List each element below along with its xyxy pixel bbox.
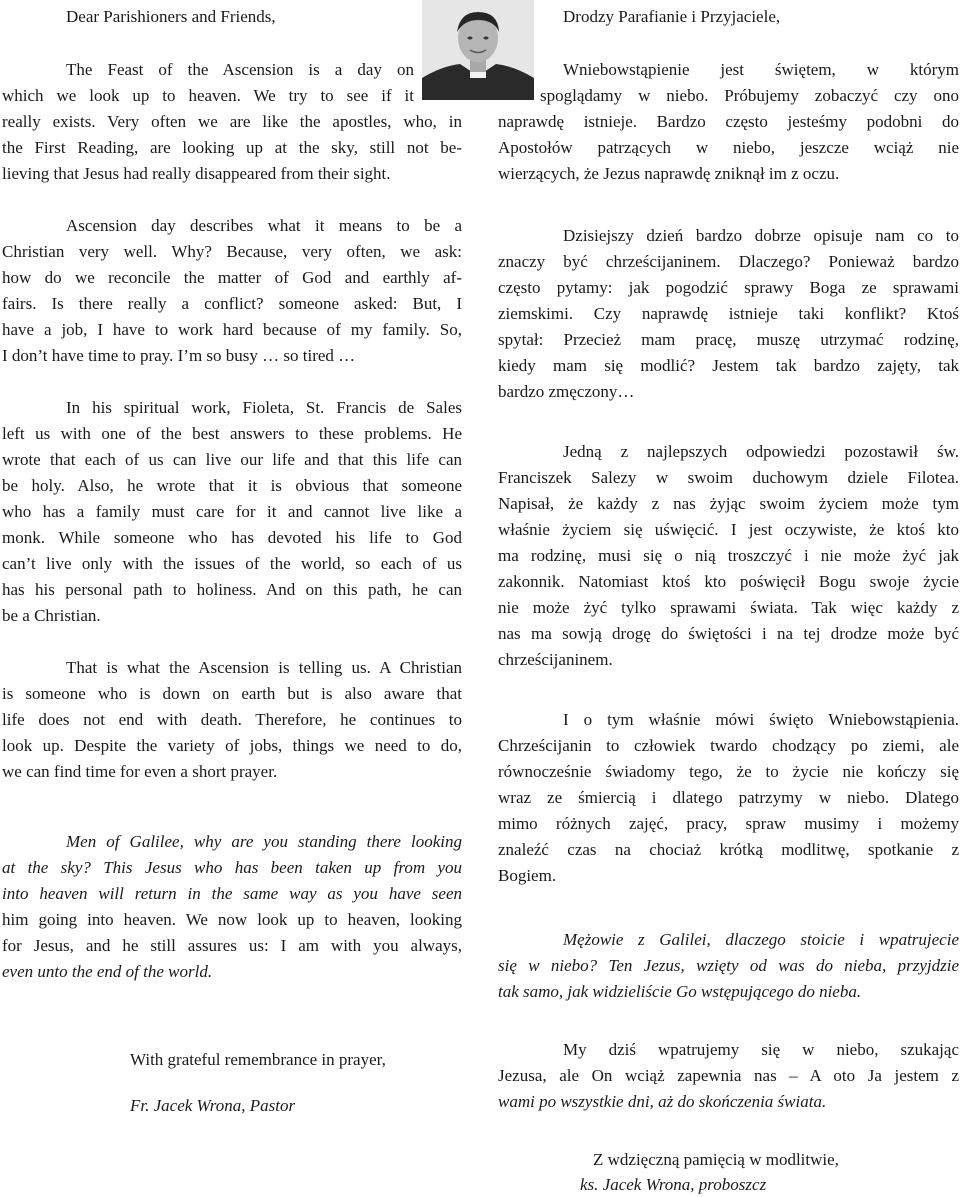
text-line: nie może żyć tylko sprawami świata. Tak więc każdy z [498,598,959,617]
text-line: ma rodzinę, musi się o nią troszczyć i nie może żyć jak [498,546,959,565]
text-line: mimo różnych zajęć, pracy, spraw musimy i możemy [498,814,959,833]
text-line: Dzisiejszy dzień bardzo dobrze opisuje nam co to [563,226,959,245]
text-line: równocześnie świadomy tego, że to życie nie kończy się [498,762,959,781]
text-line: how do we reconcile the matter of God and earthly af- [2,268,462,287]
text-line: nas ma sowją drogę do świętości i na tej drodze może być [498,624,959,643]
greeting: Drodzy Parafianie i Przyjaciele, [563,7,781,26]
text-line: have a job, I have to work hard because of my family. So, [2,320,462,339]
text-line: look up. Despite the variety of jobs, things we need to do, [2,736,462,755]
text-line: kiedy mam się modlić? Jestem tak bardzo zajęty, tak [498,356,959,375]
text-line: znaleźć czas na chociaż krótką modlitwę, spotkanie z [498,840,959,859]
text-line: wrote that each of us can live our life and that this life can [2,450,462,469]
text-line: lieving that Jesus had really disappeared from their sight. [2,164,391,183]
text-line: That is what the Ascension is telling us. A Christian [66,658,462,677]
text-line: Wniebowstąpienie jest świętem, w którym [563,60,959,79]
text-line: Jedną z najlepszych odpowiedzi pozostawił św. [563,442,959,461]
text-line: spoglądamy w niebo. Próbujemy zobaczyć czy ono [540,86,959,105]
signature: Fr. Jacek Wrona, Pastor [130,1096,296,1115]
text-line: Christian very well. Why? Because, very often, we ask: [2,242,462,261]
closing-line: With grateful remembrance in prayer, [130,1050,386,1069]
text-line: właśnie życiem się uświęcić. I jest oczywiste, że ktoś kto [498,520,959,539]
text-line: chrześcijaninem. [498,650,613,669]
text-line: can’t live only with the issues of the world, so each of us [2,554,462,573]
pastor-photo [422,0,534,100]
text-line: Franciszek Salezy w swoim duchowym dziele Filotea. [498,468,959,487]
pastor-portrait-image [422,0,534,100]
text-line: into heaven will return in the same way as you have seen [2,884,462,903]
text-line: be holy. Also, he wrote that it is obvious that someone [2,476,462,495]
text-line: Ascension day describes what it means to be a [66,216,462,235]
text-line: fairs. Is there really a conflict? someone asked: But, I [2,294,462,313]
text-line: The Feast of the Ascension is a day on [66,60,414,79]
text-line: him going into heaven. We now look up to heaven, looking [2,910,462,929]
greeting: Dear Parishioners and Friends, [66,7,276,26]
text-line: life does not end with death. Therefore, he continues to [2,710,462,729]
text-line: which we look up to heaven. We try to see if it [2,86,414,105]
signature: ks. Jacek Wrona, proboszcz [580,1175,767,1194]
text-line: the First Reading, are looking up at the sky, still not be- [2,138,462,157]
closing-line: Z wdzięczną pamięcią w modlitwie, [593,1150,839,1169]
text-line: even unto the end of the world. [2,962,213,981]
text-line: Mężowie z Galilei, dlaczego stoicie i wpatrujecie [563,930,959,949]
text-line: is someone who is down on earth but is also aware that [2,684,462,703]
text-line: who has a family must care for it and cannot live like a [2,502,462,521]
text-line: wraz ze śmiercią i dlatego patrzymy w niebo. Dlatego [498,788,959,807]
text-line: left us with one of the best answers to these problems. He [2,424,462,443]
text-line: Apostołów patrzących w niebo, jeszcze wciąż nie [498,138,959,157]
text-line: Napisał, że każdy z nas żyjąc swoim życiem może tym [498,494,959,513]
text-line: really exists. Very often we are like the apostles, who, in [2,112,462,131]
text-line: Men of Galilee, why are you standing there looking [66,832,462,851]
text-line: naprawdę istnieje. Bardzo często jesteśmy podobni do [498,112,959,131]
text-line: bardzo zmęczony… [498,382,635,401]
text-line: I o tym właśnie mówi święto Wniebowstąpienia. [563,710,959,729]
text-line: ziemskimi. Czy naprawdę istnieje taki konflikt? Ktoś [498,304,959,323]
text-line: zakonnik. Natomiast ktoś kto poświęcił Bogu swoje życie [498,572,959,591]
text-line: monk. While someone who has devoted his life to God [2,528,462,547]
text-line: for Jesus, and he still assures us: I am with you always, [2,936,462,955]
text-line: wierzących, że Jezus naprawdę zniknął im z oczu. [498,164,840,183]
text-line: Chrześcijanin to człowiek twardo chodzący po ziemi, ale [498,736,959,755]
text-line: wami po wszystkie dni, aż do skończenia świata. [498,1092,827,1111]
text-line: Jezusa, ale On wciąż zapewnia nas – A oto Ja jestem z [498,1066,959,1085]
text-line: we can find time for even a short prayer. [2,762,278,781]
text-line: spytał: Przecież mam pracę, muszę utrzymać rodzinę, [498,330,959,349]
text-line: Bogiem. [498,866,557,885]
text-line: My dziś wpatrujemy się w niebo, szukając [563,1040,959,1059]
text-line: In his spiritual work, Fioleta, St. Francis de Sales [66,398,462,417]
text-line: I don’t have time to pray. I’m so busy … so tired … [2,346,356,365]
text-line: znaczy być chrześcijaninem. Dlaczego? Ponieważ bardzo [498,252,959,271]
text-line: be a Christian. [2,606,101,625]
text-line: często pytamy: jak pogodzić sprawy Boga ze sprawami [498,278,959,297]
text-line: has his personal path to holiness. And on this path, he can [2,580,462,599]
text-line: tak samo, jak widzieliście Go wstępującego do nieba. [498,982,862,1001]
text-line: się w niebo? Ten Jezus, wzięty od was do nieba, przyjdzie [498,956,959,975]
text-line: at the sky? This Jesus who has been taken up from you [2,858,462,877]
